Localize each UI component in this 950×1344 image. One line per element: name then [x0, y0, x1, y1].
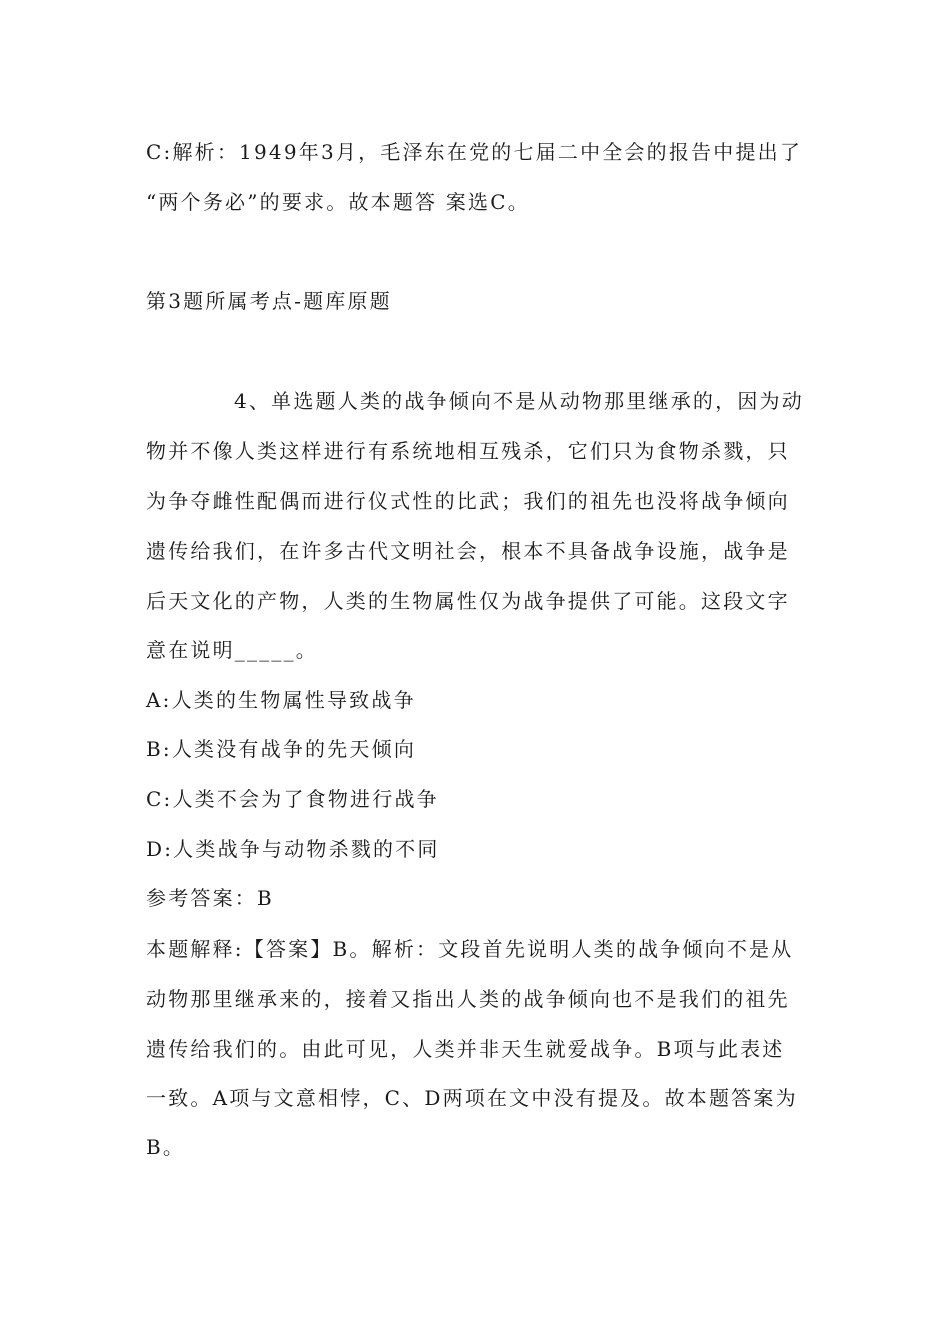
- explanation-line-4: 一致。A项与文意相悖，C、D两项在文中没有提及。故本题答案为: [146, 1086, 798, 1110]
- option-a: A:人类的生物属性导致战争: [146, 688, 416, 712]
- option-c: C:人类不会为了食物进行战争: [146, 787, 439, 811]
- reference-answer: 参考答案：B: [146, 886, 274, 910]
- explanation-line-2: 动物那里继承来的，接着又指出人类的战争倾向也不是我们的祖先: [146, 987, 790, 1011]
- option-d: D:人类战争与动物杀戮的不同: [146, 837, 440, 861]
- question-line-1: 4、单选题人类的战争倾向不是从动物那里继承的，因为动: [234, 389, 804, 413]
- question-line-4: 遗传给我们，在许多古代文明社会，根本不具备战争设施，战争是: [146, 539, 790, 563]
- question-line-2: 物并不像人类这样进行有系统地相互残杀，它们只为食物杀戮，只: [146, 439, 790, 463]
- explanation-line-1: 本题解释:【答案】B。解析：文段首先说明人类的战争倾向不是从: [146, 937, 794, 961]
- explanation-line-3: 遗传给我们的。由此可见，人类并非天生就爱战争。B项与此表述: [146, 1037, 785, 1061]
- question-line-5: 后天文化的产物，人类的生物属性仅为战争提供了可能。这段文字: [146, 589, 790, 613]
- option-b: B:人类没有战争的先天倾向: [146, 737, 417, 761]
- knowledge-point-label: 第3题所属考点-题库原题: [146, 289, 392, 313]
- question-line-3: 为争夺雌性配偶而进行仪式性的比武；我们的祖先也没将战争倾向: [146, 489, 790, 513]
- previous-analysis-line-1: C:解析：1949年3月，毛泽东在党的七届二中全会的报告中提出了: [146, 140, 803, 164]
- previous-analysis-line-2: “两个务必”的要求。故本题答 案选C。: [146, 190, 530, 214]
- explanation-line-5: B。: [146, 1135, 186, 1159]
- question-line-6: 意在说明_____。: [146, 638, 318, 662]
